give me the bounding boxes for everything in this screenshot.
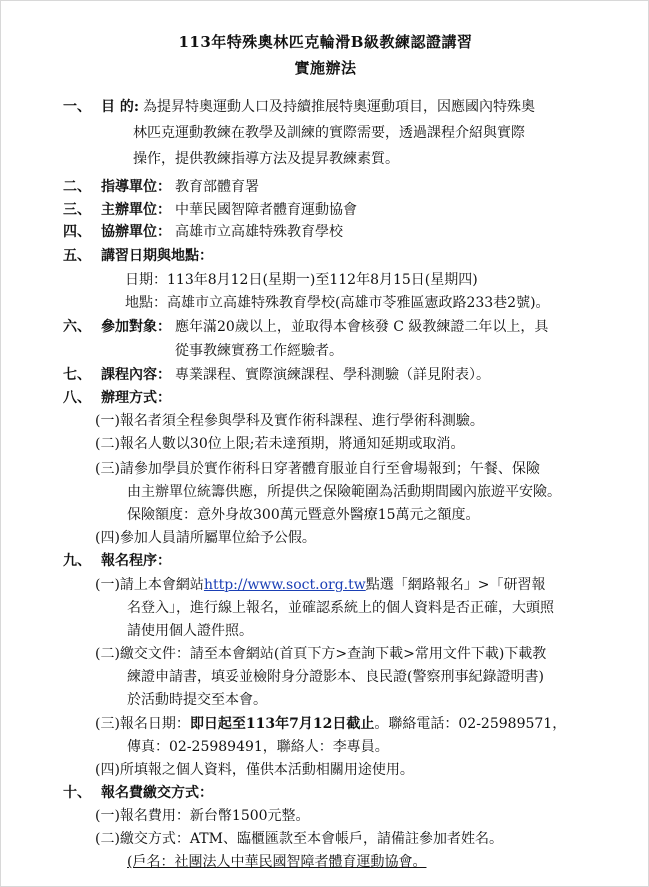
section-2-text: 教育部體育署: [175, 179, 259, 195]
section-5-number: 五、: [63, 248, 91, 264]
section-9-number: 九、: [63, 553, 91, 569]
section-9-item-3-line-1: [95, 715, 566, 733]
section-10-label: 報名費繳交方式：: [101, 785, 213, 801]
section-9-item-1-line-1: [95, 576, 545, 594]
section-9-item-3-line-2: 傳真：02-25989491，聯絡人：李專員。: [127, 739, 389, 755]
section-9-item-1-suffix: 點選「網路報名」>「研習報: [365, 577, 546, 593]
section-7-label: 課程內容：: [101, 367, 171, 383]
section-5-label: 講習日期與地點：: [101, 248, 213, 264]
website-link[interactable]: http://www.soct.org.tw: [203, 577, 366, 593]
section-4-number: 四、: [63, 224, 91, 240]
section-8-item-4: (四)參加人員請所屬單位給予公假。: [95, 530, 316, 546]
section-8-item-2: (二)報名人數以30位上限;若未達預期，將通知延期或取消。: [95, 436, 465, 452]
section-1-number: 一、: [63, 99, 91, 115]
section-8-number: 八、: [63, 390, 91, 406]
section-9-item-4: (四)所填報之個人資料，僅供本活動相關用途使用。: [95, 762, 414, 778]
section-9-label: 報名程序：: [101, 553, 171, 569]
section-10-item-2: (二)繳交方式：ATM、臨櫃匯款至本會帳戶，請備註參加者姓名。: [95, 831, 503, 847]
section-8-item-1: (一)報名者須全程參與學科及實作術科課程、進行學術科測驗。: [95, 413, 484, 429]
section-7-text: 專業課程、實際演練課程、學科測驗（詳見附表）。: [175, 367, 490, 383]
section-9-item-1-line-3: 請使用個人證件照。: [127, 623, 253, 639]
section-9-item-3-prefix: (三)報名日期：: [95, 716, 190, 732]
document-subtitle: 實施辦法: [294, 59, 357, 77]
section-4-label: 協辦單位：: [101, 224, 171, 240]
section-3-number: 三、: [63, 202, 91, 218]
section-2-number: 二、: [63, 179, 91, 195]
section-6-label: 參加對象：: [101, 319, 171, 335]
section-8-label: 辦理方式：: [101, 390, 171, 406]
section-9-item-1-line-2: 名登入」，進行線上報名，並確認系統上的個人資料是否正確，大頭照: [127, 600, 554, 616]
contact-phone: 。聯絡電話：02-25989571，: [374, 716, 567, 732]
section-6-line-1: 應年滿20歲以上，並取得本會核發 C 級教練證二年以上，具: [175, 319, 549, 335]
section-1-label: 目 的:: [101, 99, 140, 115]
section-1-line-2: 林匹克運動教練在教學及訓練的實際需要，透過課程介紹與實際: [133, 125, 525, 141]
document-title: 113年特殊奧林匹克輪滑B級教練認證講習: [178, 33, 473, 51]
section-6-line-2: 從事教練實務工作經驗者。: [175, 343, 343, 359]
section-9-item-2-line-2: 練證申請書，填妥並檢附身分證影本、良民證(警察刑事紀錄證明書): [127, 669, 544, 685]
section-8-item-3-cont-2: 保險額度：意外身故300萬元暨意外醫療15萬元之額度。: [127, 507, 480, 523]
section-5-date: 日期：113年8月12日(星期一)至112年8月15日(星期四): [125, 272, 478, 288]
section-8-item-3: (三)請參加學員於實作術科日穿著體育服並自行至會場報到；午餐、保險: [95, 461, 540, 477]
section-10-item-1: (一)報名費用：新台幣1500元整。: [95, 808, 310, 824]
section-4-text: 高雄市立高雄特殊教育學校: [175, 224, 343, 240]
section-6-number: 六、: [63, 319, 91, 335]
bank-account-name: (戶名：社團法人中華民國智障者體育運動協會。: [127, 854, 427, 870]
section-1-line-1: 為提昇特奧運動人口及持續推展特奧運動項目，因應國內特殊奧: [143, 99, 535, 115]
section-10-number: 十、: [63, 785, 91, 801]
registration-deadline: 即日起至113年7月12日截止: [189, 716, 375, 732]
section-3-text: 中華民國智障者體育運動協會: [175, 202, 357, 218]
section-9-item-2-line-3: 於活動時提交至本會。: [127, 692, 267, 708]
section-5-place: 地點：高雄市立高雄特殊教育學校(高雄市苓雅區憲政路233巷2號)。: [125, 295, 550, 311]
section-7-number: 七、: [63, 367, 91, 383]
section-9-item-1-prefix: (一)請上本會網站: [95, 577, 204, 593]
section-8-item-3-cont-1: 由主辦單位統籌供應，所提供之保險範圍為活動期間國內旅遊平安險。: [127, 484, 561, 500]
section-9-item-2-line-1: (二)繳交文件：請至本會網站(首頁下方>查詢下載>常用文件下載)下載教: [95, 646, 547, 662]
section-3-label: 主辦單位：: [101, 202, 171, 218]
section-2-label: 指導單位：: [101, 179, 171, 195]
section-1-line-3: 操作，提供教練指導方法及提昇教練素質。: [133, 151, 399, 167]
